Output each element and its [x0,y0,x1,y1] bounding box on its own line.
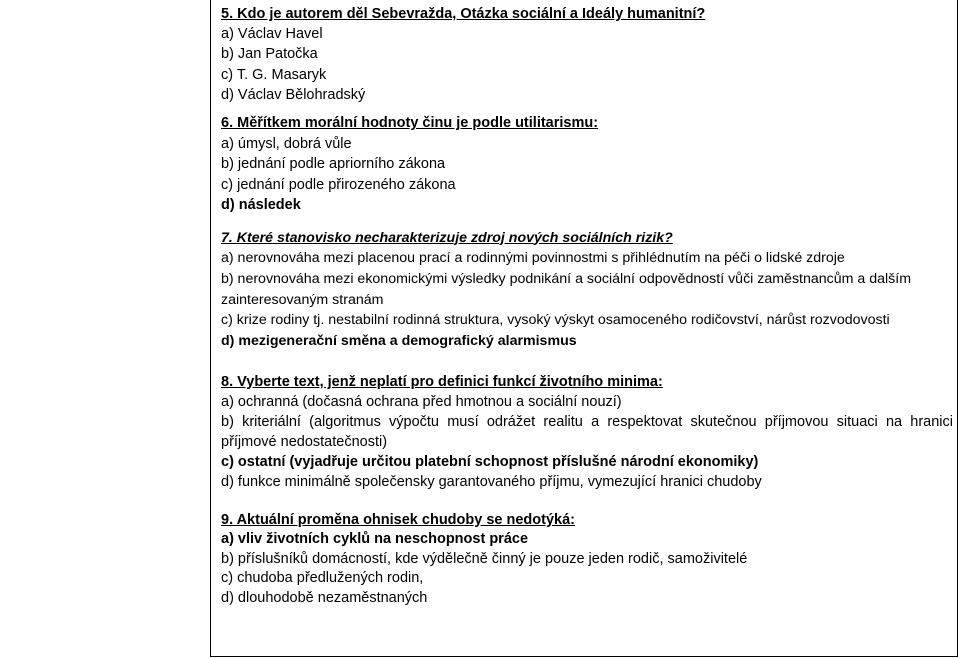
option-b: b) nerovnováha mezi ekonomickými výsledky podnikání a sociální odpovědností vůči zaměstnancům a dalším zainteresovaným stranám [221,270,912,308]
option-c: c) chudoba předlužených rodin, [221,570,424,587]
table-border-bottom [210,656,958,657]
option-b: b) jednání podle apriorního zákona [221,156,446,173]
question-title: 6. Měřítkem morální hodnoty činu je podle utilitarismu: [221,115,599,132]
option-d: d) Václav Bělohradský [221,86,366,103]
question-5 [221,4,953,105]
option-a: a) ochranná (dočasná ochrana před hmotnou a sociální nouzí) [221,393,622,410]
option-d: d) funkce minimálně společensky garantovaného příjmu, vymezující hranici chudoby [221,473,762,490]
option-a: a) Václav Havel [221,26,323,43]
option-d: d) dlouhodobě nezaměstnaných [221,589,428,606]
option-a: a) úmysl, dobrá vůle [221,135,352,152]
option-a-correct: a) vliv životních cyklů na neschopnost práce [221,531,529,548]
table-border-left [210,0,211,656]
option-d-correct: d) následek [221,197,301,214]
question-title: 5. Kdo je autorem děl Sebevražda, Otázka sociální a Ideály humanitní? [221,6,706,22]
option-c: c) krize rodiny tj. nestabilní rodinná struktura, vysoký výskyt osamoceného rodičovství, nárůst rozvodovosti [221,312,890,329]
option-b: b) kriteriální (algoritmus výpočtu musí odrážet realitu a respektovat skutečnou příjmovou situaci na hranici příjmové nedostatečnosti) [221,413,953,450]
question-9 [221,511,953,609]
option-c: c) jednání podle přirozeného zákona [221,176,456,193]
option-a: a) nerovnováha mezi placenou prací a rodinnými povinnostmi s přihlédnutím na péči o lidské zdroje [221,250,845,267]
question-6 [221,113,953,216]
option-b: b) příslušníků domácností, kde výdělečně činný je pouze jeden rodič, samoživitelé [221,550,748,567]
question-7 [221,228,953,352]
option-d-correct: d) mezigenerační směna a demografický alarmismus [221,333,577,350]
question-title: 8. Vyberte text, jenž neplatí pro definici funkcí životního minima: [221,373,663,390]
option-c-correct: c) ostatní (vyjadřuje určitou platební schopnost příslušné národní ekonomiky) [221,453,759,470]
question-8 [221,372,953,492]
question-title: 7. Které stanovisko necharakterizuje zdroj nových sociálních rizik? [221,229,673,246]
question-list [221,4,953,608]
option-b: b) Jan Patočka [221,46,318,63]
option-c: c) T. G. Masaryk [221,66,327,83]
question-title: 9. Aktuální proměna ohnisek chudoby se nedotýká: [221,511,575,528]
table-border-right [957,0,958,656]
